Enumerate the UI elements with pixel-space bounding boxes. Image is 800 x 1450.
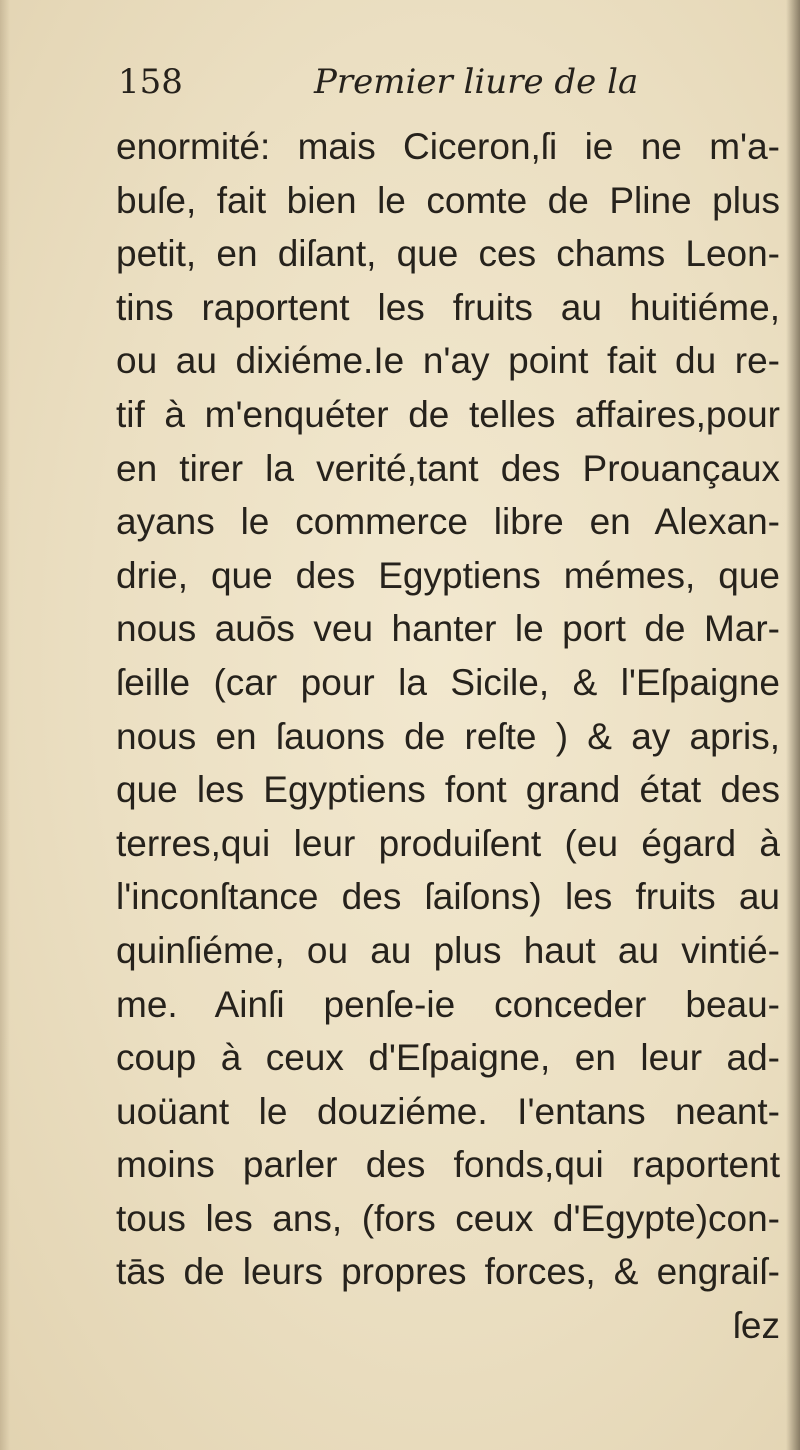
page-number: 158 [118, 62, 183, 102]
text-line: moins parler des fonds,qui raportent [116, 1144, 780, 1186]
text-line: buſe, fait bien le comte de Pline plus [116, 179, 780, 221]
text-line: petit, en diſant, que ces chams Leon- [116, 233, 780, 275]
text-line: en tirer la verité,tant des Prouançaux [116, 447, 780, 489]
text-line: ou au dixiéme.Ie n'ay point fait du re- [116, 340, 780, 382]
text-line: uoüant le douziéme. I'entans neant- [116, 1090, 780, 1132]
running-head: Premier liure de la [314, 62, 639, 102]
text-line: drie, que des Egyptiens mémes, que [116, 554, 780, 596]
page-header [118, 58, 718, 108]
text-line: quinſiéme, ou au plus haut au vintié- [116, 929, 780, 971]
page-left-edge-shadow [0, 0, 10, 1450]
text-line: l'inconſtance des ſaiſons) les fruits au [116, 876, 780, 918]
text-line: que les Egyptiens font grand état des [116, 769, 780, 811]
text-line: ſeille (car pour la Sicile, & l'Eſpaigne [116, 661, 780, 703]
text-line: coup à ceux d'Eſpaigne, en leur ad- [116, 1037, 780, 1079]
page-right-edge-shadow [786, 0, 800, 1450]
text-line: terres,qui leur produiſent (eu égard à [116, 822, 780, 864]
text-line: nous en ſauons de reſte ) & ay apris, [116, 715, 780, 757]
text-line: tif à m'enquéter de telles affaires,pour [116, 393, 780, 435]
text-line: me. Ainſi penſe-ie conceder beau- [116, 983, 780, 1025]
text-line: tās de leurs propres forces, & engraiſ- [116, 1251, 780, 1293]
text-line: nous auōs veu hanter le port de Mar- [116, 608, 780, 650]
text-line: tins raportent les fruits au huitiéme, [116, 286, 780, 328]
text-line: enormité: mais Ciceron,ſi ie ne m'a- [116, 126, 780, 167]
catchword: ſez [732, 1305, 780, 1347]
body-text [116, 120, 780, 1353]
text-line: tous les ans, (fors ceux d'Egypte)con- [116, 1197, 780, 1239]
text-line: ayans le commerce libre en Alexan- [116, 501, 780, 543]
